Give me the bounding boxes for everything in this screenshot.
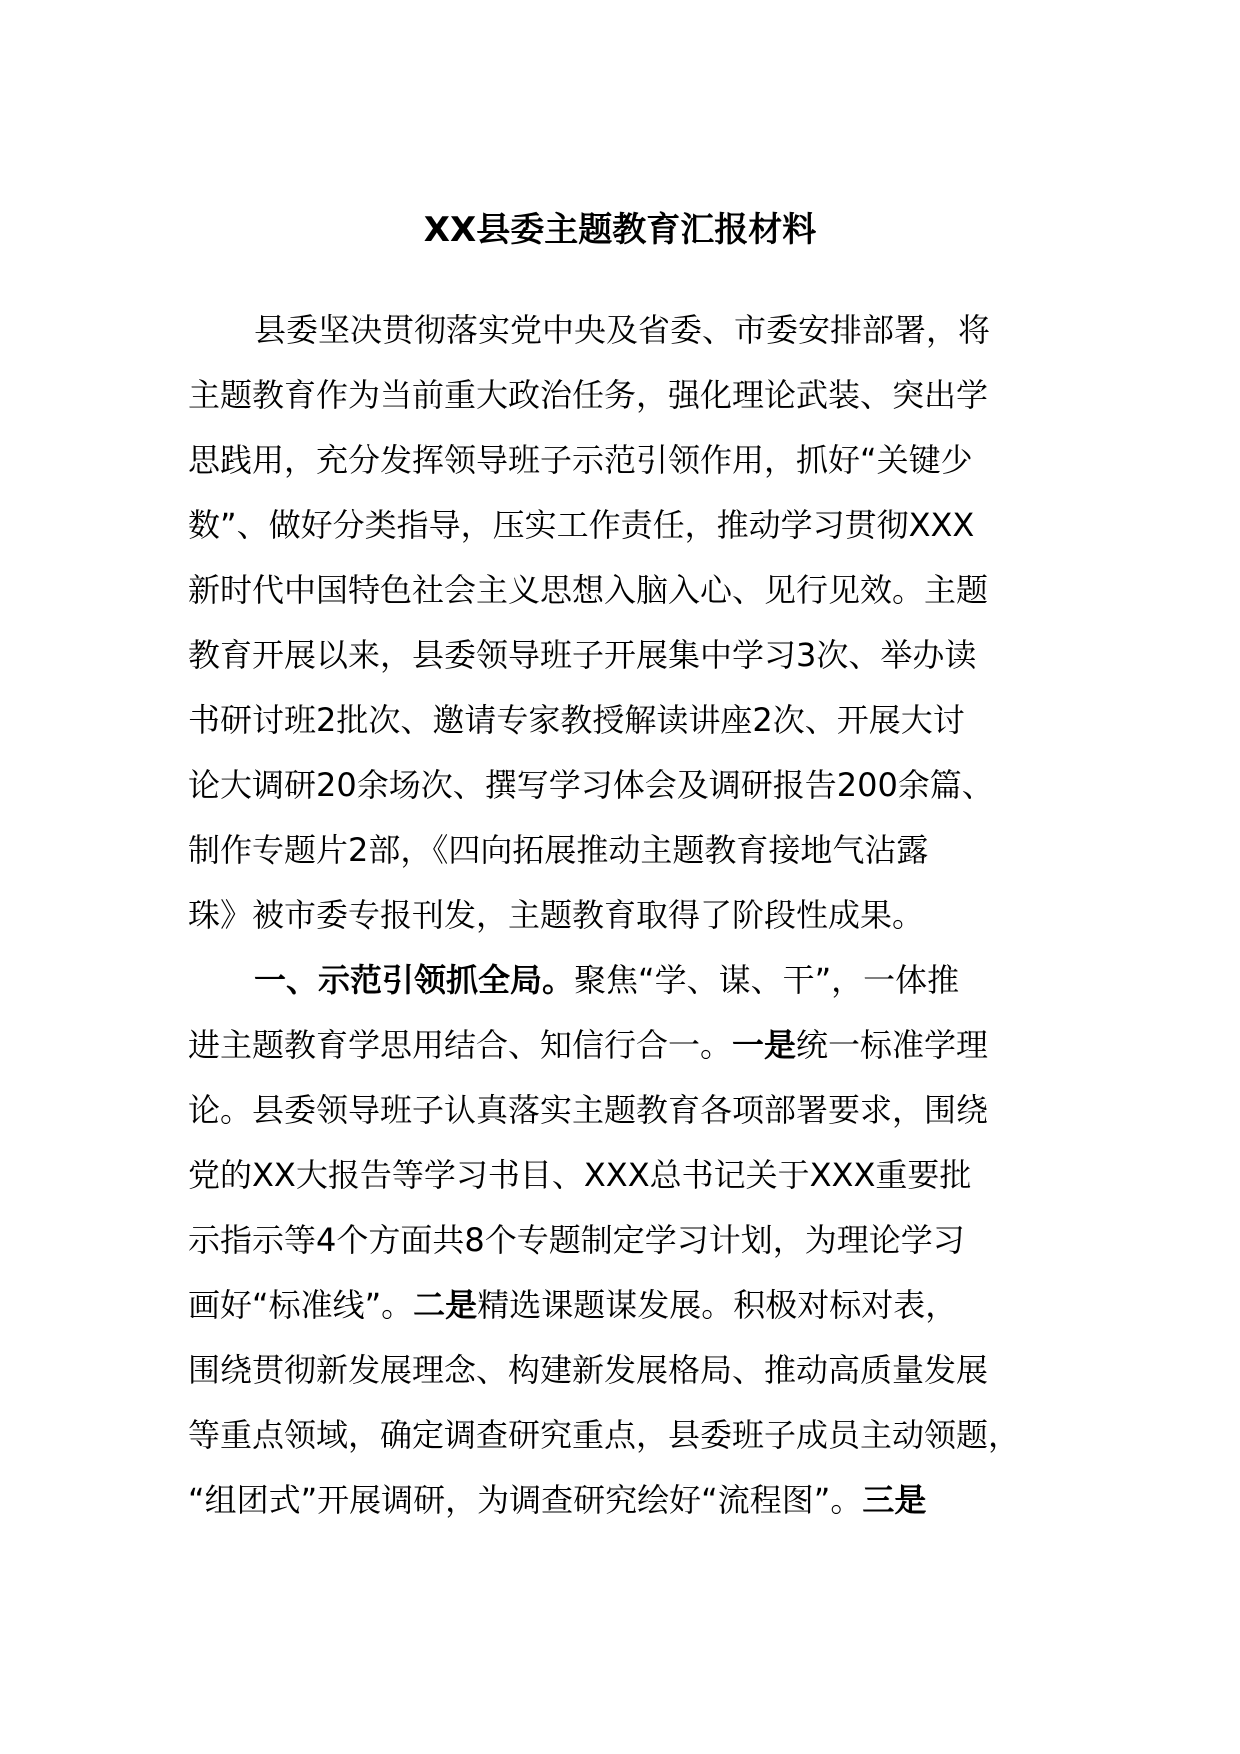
text-segment: 统一标准学理 [796, 1026, 989, 1064]
text-line [188, 753, 1056, 818]
text-line [188, 623, 1056, 688]
text-segment: 聚焦“学、谋、干”，一体推 [574, 961, 960, 999]
text-line [188, 298, 1056, 363]
text-line [188, 948, 1056, 1013]
text-segment: 论大调研20余场次、撰写学习体会及调研报告200余篇、 [188, 766, 994, 804]
text-line [188, 1013, 1056, 1078]
text-segment: 制作专题片2部，《四向拓展推动主题教育接地气沾露 [188, 831, 929, 869]
text-line [188, 1273, 1056, 1338]
bold-text-segment: 二是 [413, 1286, 478, 1324]
text-segment: 等重点领域，确定调查研究重点，县委班子成员主动领题， [188, 1416, 1021, 1454]
text-segment: 书研讨班2批次、邀请专家教授解读讲座2次、开展大讨 [188, 701, 965, 739]
text-line [188, 1208, 1056, 1273]
text-segment: 论。县委领导班子认真落实主题教育各项部署要求，围绕 [188, 1091, 989, 1129]
text-segment: 教育开展以来，县委领导班子开展集中学习3次、举办读 [188, 636, 977, 674]
text-line [188, 493, 1056, 558]
text-segment: 画好“标准线”。 [188, 1286, 414, 1324]
text-line [188, 1078, 1056, 1143]
text-segment: 主题教育作为当前重大政治任务，强化理论武装、突出学 [188, 376, 989, 414]
bold-text-segment: 三是 [862, 1481, 927, 1519]
bold-text-segment: 一、示范引领抓全局。 [254, 961, 575, 999]
text-segment: “组团式”开展调研，为调查研究绘好“流程图”。 [188, 1481, 863, 1519]
text-segment: 围绕贯彻新发展理念、构建新发展格局、推动高质量发展 [188, 1351, 989, 1389]
document-body [188, 298, 1056, 1533]
text-segment: 进主题教育学思用结合、知信行合一。 [188, 1026, 733, 1064]
text-line [188, 558, 1056, 623]
text-line [188, 363, 1056, 428]
text-segment: 党的XX大报告等学习书目、XXX总书记关于XXX重要批 [188, 1156, 972, 1194]
text-segment: 新时代中国特色社会主义思想入脑入心、见行见效。主题 [188, 571, 989, 609]
text-segment: 县委坚决贯彻落实党中央及省委、市委安排部署，将 [254, 311, 991, 349]
text-line [188, 883, 1056, 948]
text-segment: 思践用，充分发挥领导班子示范引领作用，抓好“关键少 [188, 441, 973, 479]
text-line [188, 688, 1056, 753]
text-segment: 珠》被市委专报刊发，主题教育取得了阶段性成果。 [188, 896, 925, 934]
text-line [188, 818, 1056, 883]
text-segment: 示指示等4个方面共8个专题制定学习计划，为理论学习 [188, 1221, 965, 1259]
text-line [188, 1143, 1056, 1208]
text-line [188, 1468, 1056, 1533]
text-line [188, 1403, 1056, 1468]
text-segment: 精选课题谋发展。积极对标对表， [477, 1286, 958, 1324]
bold-text-segment: 一是 [732, 1026, 797, 1064]
text-line [188, 428, 1056, 493]
text-segment: 数”、做好分类指导，压实工作责任，推动学习贯彻XXX [188, 506, 975, 544]
document-title: XX县委主题教育汇报材料 [423, 210, 817, 250]
text-line [188, 1338, 1056, 1403]
